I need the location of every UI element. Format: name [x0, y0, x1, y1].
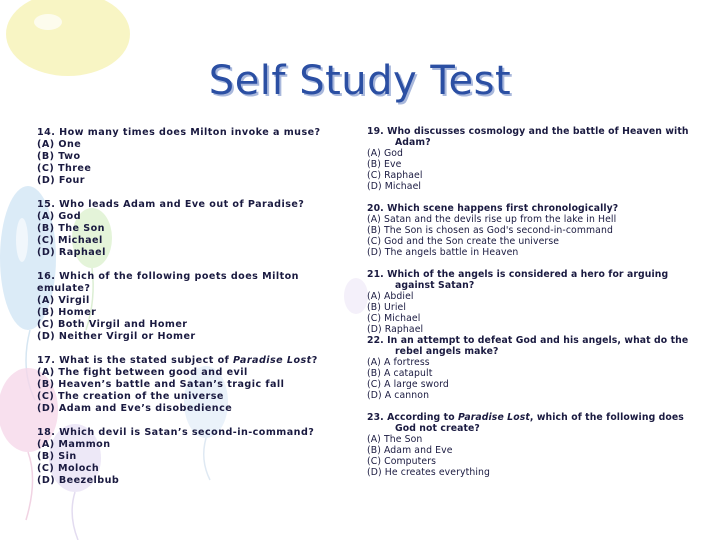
answer-option: (B) Homer — [37, 307, 97, 318]
answer-option: (D) A cannon — [367, 390, 430, 401]
answer-option: (B) The Son — [37, 223, 105, 234]
book-title: Paradise Lost — [458, 412, 530, 423]
question-15 — [37, 199, 352, 259]
answer-option: (A) One — [37, 139, 82, 150]
answer-option: (B) Uriel — [367, 302, 406, 313]
answer-option: (A) Mammon — [37, 439, 111, 450]
answer-option: (D) The angels battle in Heaven — [367, 247, 519, 258]
answer-option: (A) Abdiel — [367, 291, 414, 302]
answer-option: (D) Neither Virgil or Homer — [37, 331, 196, 342]
answer-option: (C) Michael — [37, 235, 103, 246]
answer-option: (D) Beezelbub — [37, 475, 120, 486]
right-question-column — [367, 126, 707, 489]
answer-option: (A) God — [37, 211, 82, 222]
question-16 — [37, 271, 352, 343]
answer-option: (A) God — [367, 148, 404, 159]
question-18 — [37, 427, 352, 487]
book-title: Paradise Lost — [233, 355, 312, 366]
answer-option: (A) The fight between good and evil — [37, 367, 248, 378]
question-text-end: , which of the following does God not create? — [395, 412, 684, 434]
answer-option: (C) Computers — [367, 456, 437, 467]
question-text: 18. Which devil is Satan’s second-in-command? — [37, 427, 315, 438]
answer-option: (D) He creates everything — [367, 467, 491, 478]
answer-option: (A) A fortress — [367, 357, 430, 368]
question-text: 21. Which of the angels is considered a hero for arguing against Satan? — [367, 269, 669, 291]
answer-option: (B) The Son is chosen as God's second-in-command — [367, 225, 613, 236]
question-19 — [367, 126, 707, 192]
question-text-end: ? — [311, 355, 318, 366]
answer-option: (D) Raphael — [367, 324, 424, 335]
question-23 — [367, 412, 707, 478]
answer-option: (C) A large sword — [367, 379, 449, 390]
question-text: 14. How many times does Milton invoke a muse? — [37, 127, 321, 138]
slide-title: Self Study Test — [208, 58, 512, 104]
answer-option: (D) Raphael — [37, 247, 106, 258]
question-22 — [367, 335, 707, 401]
question-21 — [367, 269, 707, 335]
question-14 — [37, 127, 352, 187]
answer-option: (C) God and the Son create the universe — [367, 236, 560, 247]
answer-option: (D) Adam and Eve’s disobedience — [37, 403, 233, 414]
question-text: 19. Who discusses cosmology and the battle of Heaven with Adam? — [367, 126, 689, 148]
answer-option: (B) Heaven’s battle and Satan’s tragic fall — [37, 379, 285, 390]
question-text: 16. Which of the following poets does Milton emulate? — [37, 271, 299, 294]
answer-option: (B) Sin — [37, 451, 77, 462]
answer-option: (A) The Son — [367, 434, 423, 445]
question-text: 22. In an attempt to defeat God and his angels, what do the rebel angels make? — [367, 335, 689, 357]
answer-option: (B) A catapult — [367, 368, 433, 379]
question-20 — [367, 203, 707, 258]
answer-option: (D) Michael — [367, 181, 422, 192]
answer-option: (A) Virgil — [37, 295, 90, 306]
answer-option: (C) Michael — [367, 313, 421, 324]
question-text — [37, 355, 352, 367]
answer-option: (B) Adam and Eve — [367, 445, 453, 456]
answer-option: (C) Both Virgil and Homer — [37, 319, 188, 330]
question-text: 15. Who leads Adam and Eve out of Paradise? — [37, 199, 305, 210]
question-17 — [37, 355, 352, 415]
question-text — [367, 412, 707, 434]
answer-option: (B) Eve — [367, 159, 402, 170]
question-text: 20. Which scene happens first chronologically? — [367, 203, 619, 214]
answer-option: (C) Moloch — [37, 463, 100, 474]
answer-option: (C) Three — [37, 163, 92, 174]
left-question-column — [37, 127, 352, 499]
question-text-start: 23. According to — [367, 412, 459, 423]
answer-option: (B) Two — [37, 151, 81, 162]
answer-option: (A) Satan and the devils rise up from the lake in Hell — [367, 214, 617, 225]
answer-option: (C) Raphael — [367, 170, 423, 181]
answer-option: (C) The creation of the universe — [37, 391, 224, 402]
question-text-start: 17. What is the stated subject of — [37, 355, 234, 366]
answer-option: (D) Four — [37, 175, 85, 186]
